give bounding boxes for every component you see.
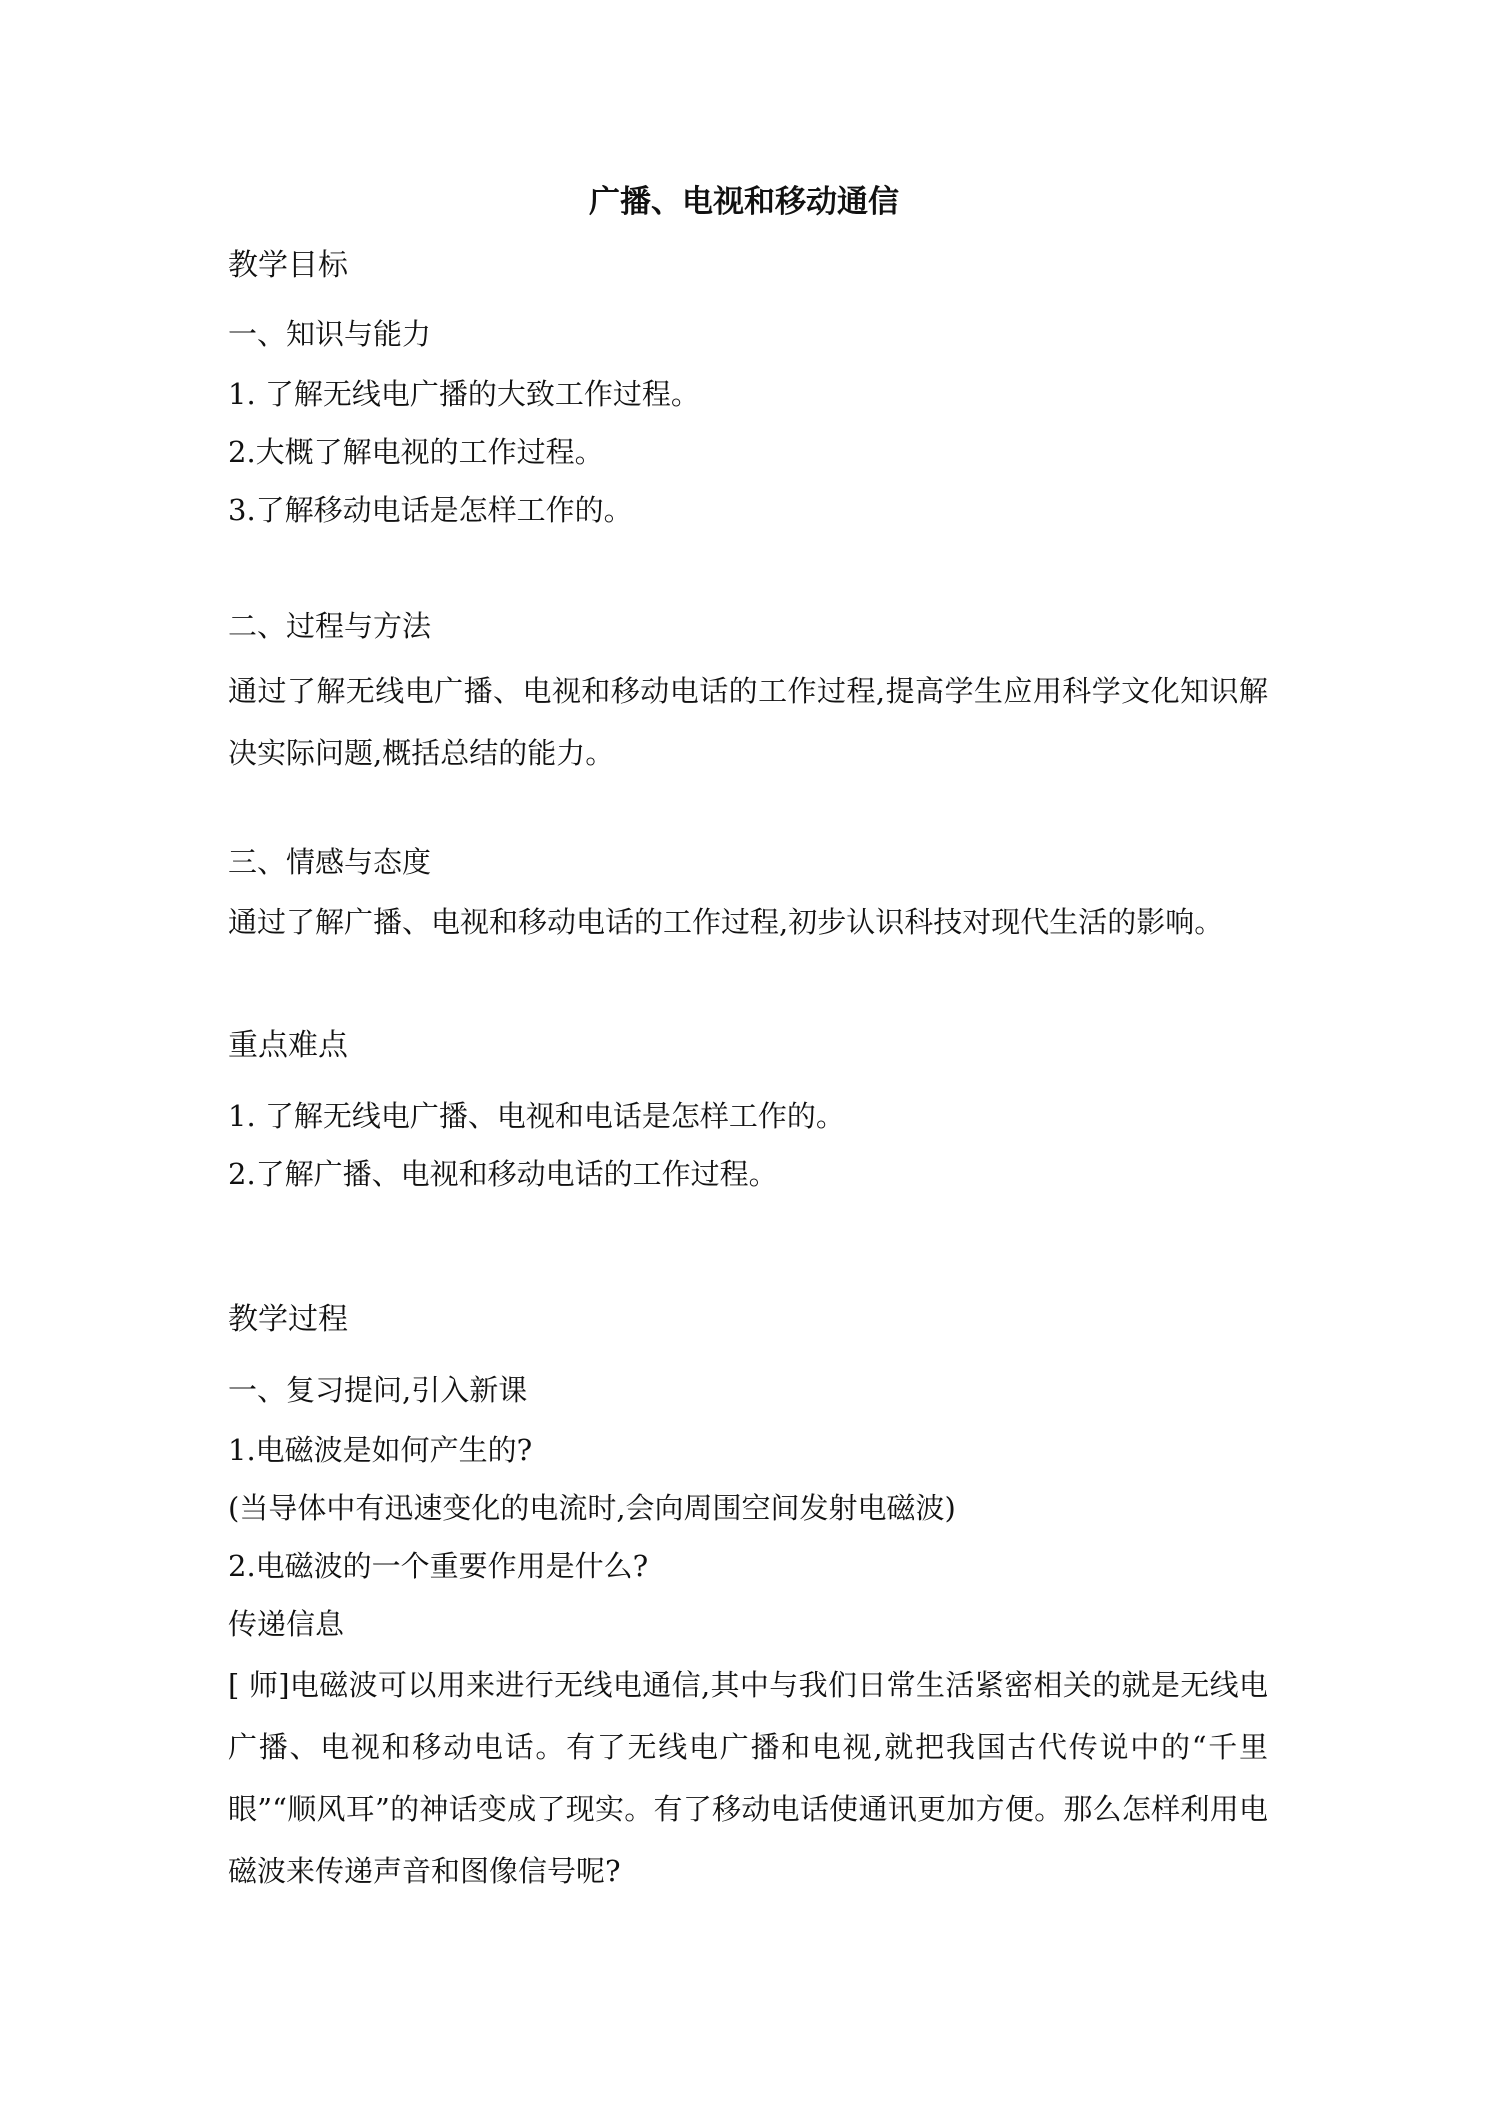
answer-line: (当导体中有迅速变化的电流时,会向周围空间发射电磁波) bbox=[228, 1491, 956, 1525]
list-item: 1. 了解无线电广播的大致工作过程。 bbox=[228, 377, 700, 411]
subheading-emotion: 三、情感与态度 bbox=[228, 845, 432, 879]
paragraph-teacher: [ 师]电磁波可以用来进行无线电通信,其中与我们日常生活紧密相关的就是无线电广播、电视和移动电话。有了无线电广播和电视,就把我国古代传说中的“千里眼”“顺风耳”的神话变成了现实。有了移动电话使通讯更加方便。那么怎样利用电磁波来传递声音和图像信号呢? bbox=[228, 1668, 1268, 1888]
subheading-process: 二、过程与方法 bbox=[228, 609, 432, 643]
question-line: 1.电磁波是如何产生的? bbox=[228, 1433, 533, 1467]
list-item: 2.大概了解电视的工作过程。 bbox=[228, 435, 604, 469]
section-heading-teaching-goals: 教学目标 bbox=[228, 248, 348, 283]
answer-line: 传递信息 bbox=[228, 1607, 345, 1641]
list-item: 1. 了解无线电广播、电视和电话是怎样工作的。 bbox=[228, 1099, 845, 1133]
subheading-review: 一、复习提问,引入新课 bbox=[228, 1373, 528, 1407]
document-title: 广播、电视和移动通信 bbox=[589, 184, 899, 220]
section-heading-teaching-process: 教学过程 bbox=[228, 1302, 348, 1337]
list-item: 3.了解移动电话是怎样工作的。 bbox=[228, 493, 633, 527]
paragraph-process: 通过了解无线电广播、电视和移动电话的工作过程,提高学生应用科学文化知识解决实际问题,概括总结的能力。 bbox=[228, 674, 1268, 770]
list-item: 2.了解广播、电视和移动电话的工作过程。 bbox=[228, 1157, 778, 1191]
subheading-knowledge: 一、知识与能力 bbox=[228, 317, 432, 351]
question-line: 2.电磁波的一个重要作用是什么? bbox=[228, 1549, 649, 1583]
paragraph-emotion: 通过了解广播、电视和移动电话的工作过程,初步认识科技对现代生活的影响。 bbox=[228, 905, 1224, 939]
section-heading-key-points: 重点难点 bbox=[228, 1028, 348, 1063]
